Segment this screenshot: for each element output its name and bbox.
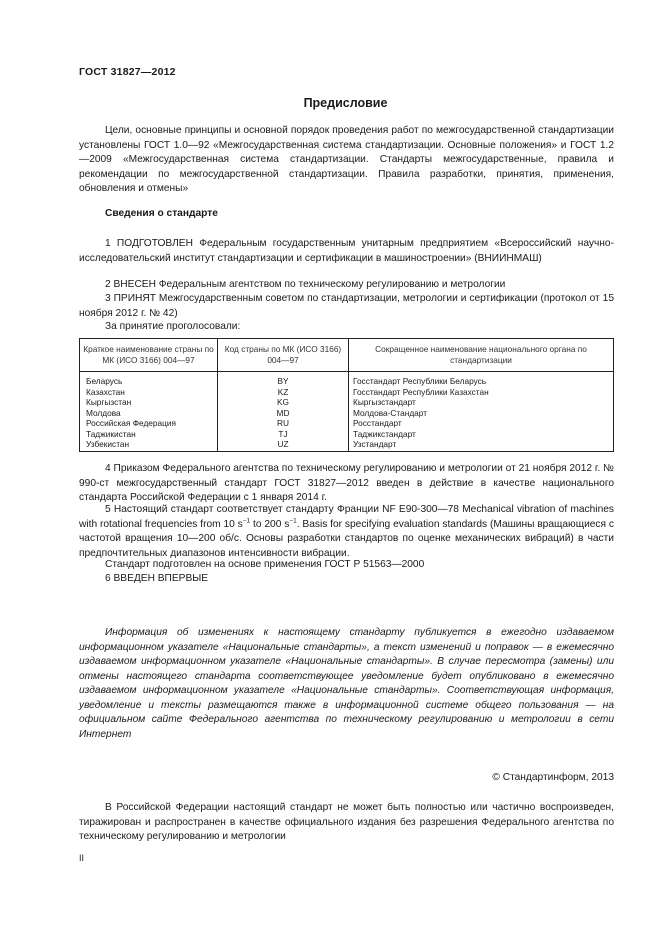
item-5-text-1: 5 Настоящий стандарт соответствует стандарту Франции NF E90-300—78 Mechanical vibration of machines with rotational frequencies from 10 s bbox=[79, 504, 614, 530]
table-row bbox=[80, 387, 614, 398]
intro-text: Цели, основные принципы и основной порядок проведения работ по межгосударственной стандартизации установлены ГОСТ 1.0—92 «Межгосударственная система стандартизации. Основные положения» и ГОСТ 1.2—2009 «Межгосударственная система стандартизации. Стандарты межгосударственные, правила и рекомендации по межгосударственной стандартизации. Правила разработки, принятия, применения, обновления и отмены» bbox=[79, 125, 614, 194]
item-2: 2 ВНЕСЕН Федеральным агентством по техническому регулированию и метрологии bbox=[105, 279, 506, 290]
item-5-sup-1: −1 bbox=[242, 517, 251, 525]
country-cell: Молдова bbox=[80, 408, 218, 419]
header-country: Краткое наименование страны по МК (ИСО 3166) 004—97 bbox=[80, 339, 218, 372]
info-text: Информация об изменениях к настоящему стандарту публикуется в ежегодно издаваемом информационном указателе «Национальные стандарты», а текст изменений и поправок — в ежемесячно издаваемом информационном указателе «Национальные стандарты». В случае пересмотра (замены) или отмены настоящего стандарта соответствующее уведомление будет опубликовано в ежемесячно издаваемом информационном указателе «Национальные стандарты». Соответствующая информация, уведомление и тексты размещаются также в информационной системе общего пользования — на официальном сайте Федерального агентства по техническому регулированию и метрологии в сети Интернет bbox=[79, 627, 614, 740]
item-1-text: 1 ПОДГОТОВЛЕН Федеральным государственным унитарным предприятием «Всероссийский научно-исследовательский институт стандартизации и сертификации в машиностроении» (ВНИИНМАШ) bbox=[79, 238, 614, 264]
code-cell: KG bbox=[218, 397, 349, 408]
code-cell: KZ bbox=[218, 387, 349, 398]
item-6: 6 ВВЕДЕН ВПЕРВЫЕ bbox=[105, 573, 209, 584]
gost-header: ГОСТ 31827—2012 bbox=[79, 66, 176, 78]
code-cell: BY bbox=[218, 372, 349, 387]
body-cell: Госстандарт Республики Казахстан bbox=[349, 387, 614, 398]
code-cell: TJ bbox=[218, 429, 349, 440]
info-paragraph bbox=[79, 626, 614, 742]
table-row bbox=[80, 429, 614, 440]
table-row bbox=[80, 397, 614, 408]
code-cell: UZ bbox=[218, 439, 349, 451]
intro-paragraph bbox=[79, 124, 614, 197]
header-code: Код страны по МК (ИСО 3166) 004—97 bbox=[218, 339, 349, 372]
country-cell: Кыргызстан bbox=[80, 397, 218, 408]
body-cell: Таджикстандарт bbox=[349, 429, 614, 440]
item-1 bbox=[79, 237, 614, 266]
body-cell: Узстандарт bbox=[349, 439, 614, 451]
code-cell: RU bbox=[218, 418, 349, 429]
table-row bbox=[80, 439, 614, 451]
item-4 bbox=[79, 462, 614, 506]
rights-text: В Российской Федерации настоящий стандарт не может быть полностью или частично воспроизведен, тиражирован и распространен в качестве официального издания без разрешения Федерального агентства по техническому регулированию и метрологии bbox=[79, 802, 614, 842]
item-3 bbox=[79, 292, 614, 321]
copyright-line: © Стандартинформ, 2013 bbox=[492, 772, 614, 783]
table-row bbox=[80, 372, 614, 387]
item-5-text-2: to 200 s bbox=[250, 518, 290, 530]
table-row bbox=[80, 408, 614, 419]
page-title: Предисловие bbox=[303, 96, 388, 110]
code-cell: MD bbox=[218, 408, 349, 419]
body-cell: Кыргызстандарт bbox=[349, 397, 614, 408]
rights-paragraph bbox=[79, 801, 614, 845]
body-cell: Госстандарт Республики Беларусь bbox=[349, 372, 614, 387]
country-cell: Беларусь bbox=[80, 372, 218, 387]
prepared-line: Стандарт подготовлен на основе применения ГОСТ Р 51563—2000 bbox=[105, 559, 425, 570]
states-table bbox=[79, 338, 614, 452]
section-title: Сведения о стандарте bbox=[105, 208, 218, 219]
header-body: Сокращенное наименование национального органа по стандартизации bbox=[349, 339, 614, 372]
body-cell: Росстандарт bbox=[349, 418, 614, 429]
voted-label: За принятие проголосовали: bbox=[105, 321, 241, 332]
country-cell: Казахстан bbox=[80, 387, 218, 398]
country-cell: Таджикистан bbox=[80, 429, 218, 440]
page-number: II bbox=[79, 853, 85, 863]
country-cell: Российская Федерация bbox=[80, 418, 218, 429]
item-5-sup-2: −1 bbox=[289, 517, 297, 525]
item-5-text-3: . Basis for specifying evaluation standards (Машины вращающиеся с частотой вращения 10—200 об/с. Основы разработки стандартов по оценке механических вибраций) в части предпочтительных диапазонов интенсивности вибрации. bbox=[79, 518, 614, 559]
body-cell: Молдова-Стандарт bbox=[349, 408, 614, 419]
item-5 bbox=[79, 503, 614, 561]
table-header-row bbox=[80, 339, 614, 372]
country-cell: Узбекистан bbox=[80, 439, 218, 451]
item-4-text: 4 Приказом Федерального агентства по техническому регулированию и метрологии от 21 ноября 2012 г. № 990-ст межгосударственный стандарт ГОСТ 31827—2012 введен в действие в качестве национального стандарта Российской Федерации с 1 января 2014 г. bbox=[79, 463, 614, 503]
item-3-text: 3 ПРИНЯТ Межгосударственным советом по стандартизации, метрологии и сертификации (протокол от 15 ноября 2012 г. № 42) bbox=[79, 293, 614, 319]
table-row bbox=[80, 418, 614, 429]
